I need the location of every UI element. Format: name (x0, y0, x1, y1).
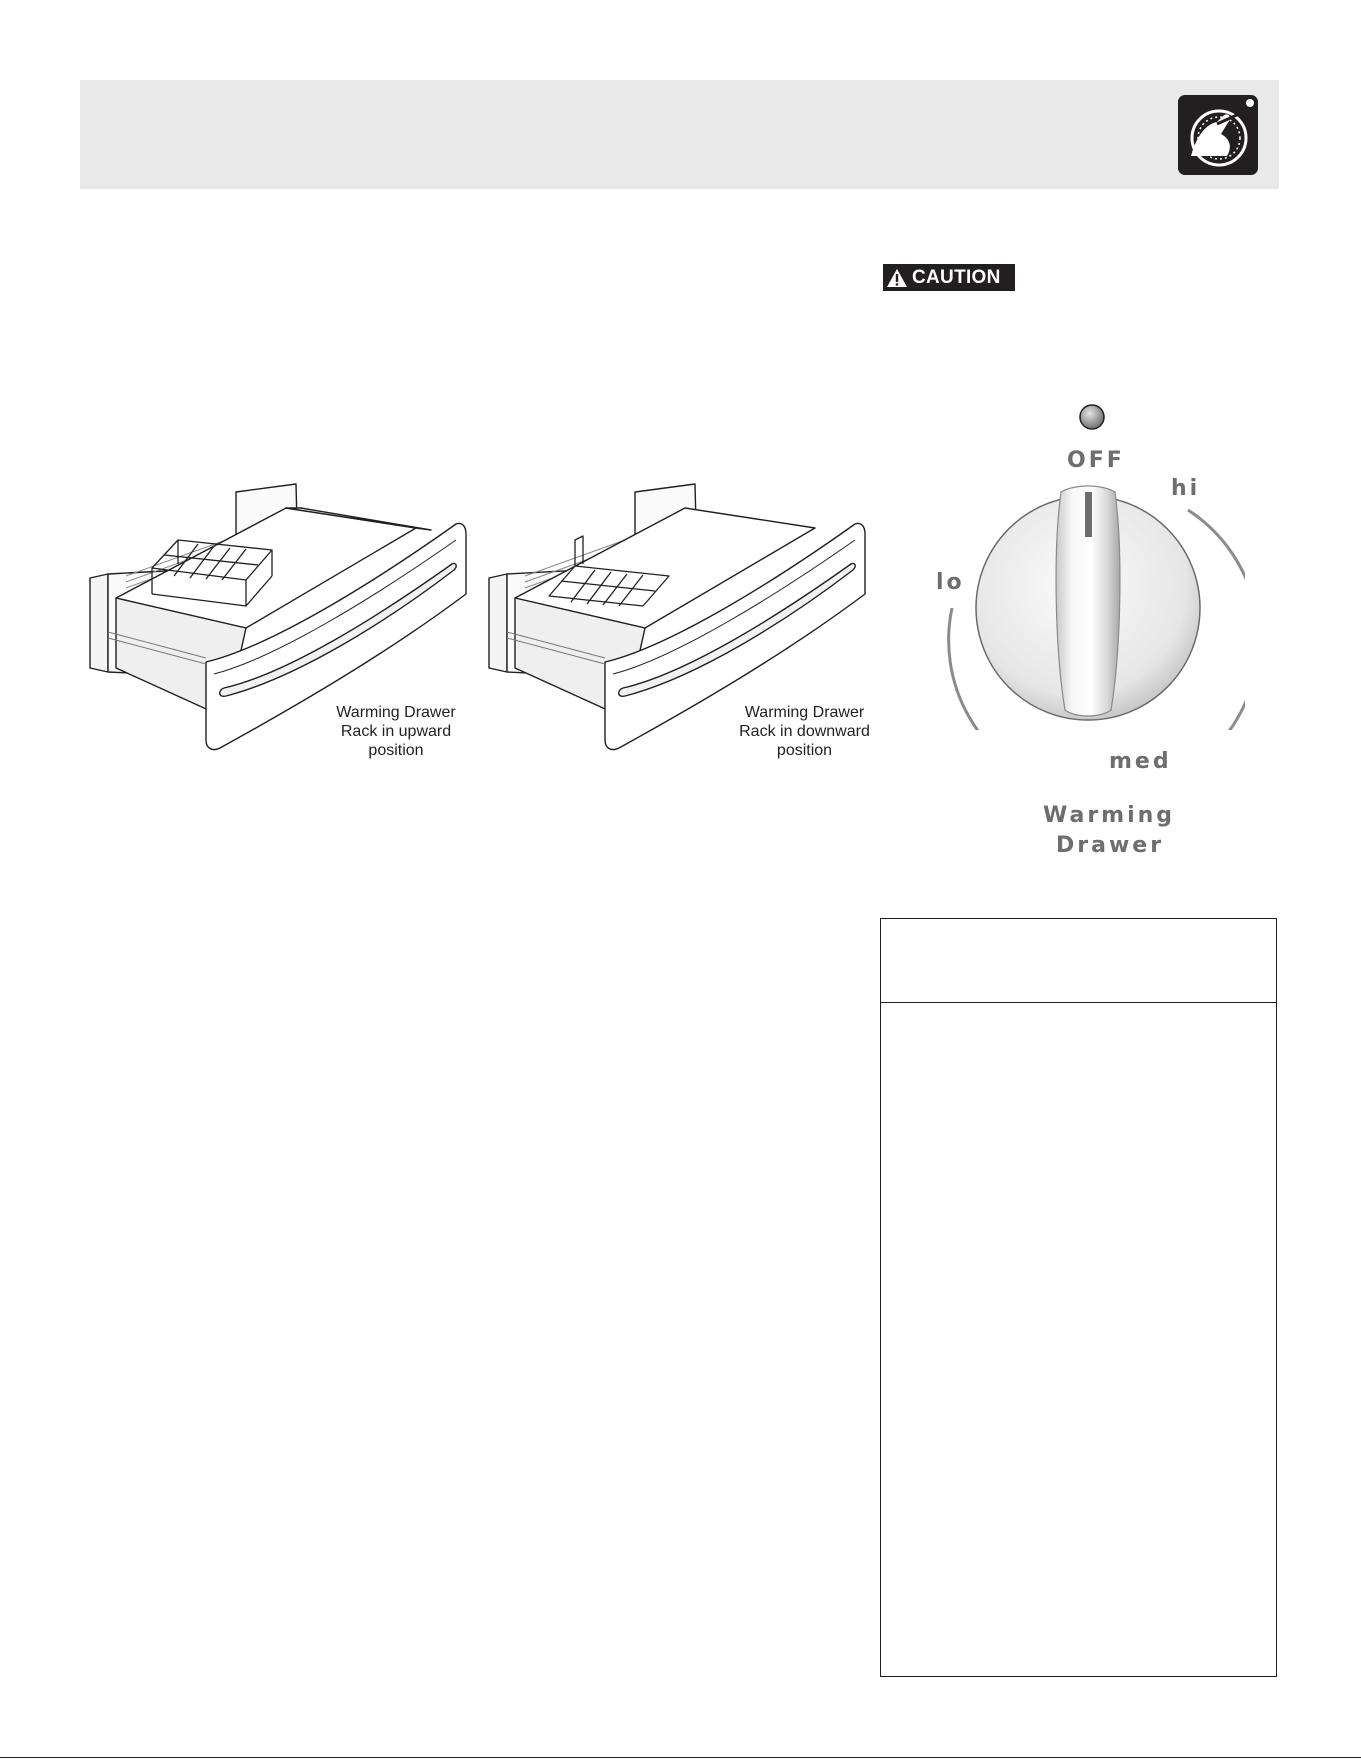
hand-turning-knob-icon (1177, 94, 1259, 176)
info-box (880, 918, 1277, 1677)
caption-line: position (776, 742, 833, 759)
knob-label-med: med (1109, 749, 1172, 774)
caption-line: Rack in downward (739, 723, 870, 740)
caption-rack-downward (717, 703, 892, 760)
knob-label-hi: hi (1171, 476, 1201, 501)
indicator-light (1080, 405, 1104, 429)
caption-line: position (368, 742, 424, 759)
knob-label-lo: lo (936, 570, 965, 595)
knob-pointer (1085, 492, 1092, 537)
caution-label: CAUTION (912, 266, 1001, 288)
info-box-divider (881, 1002, 1276, 1003)
footer-rule (0, 1757, 1361, 1758)
caution-badge (883, 264, 1015, 291)
knob-title-line2: Drawer (1056, 833, 1165, 858)
caption-line: Warming Drawer (336, 704, 456, 721)
knob-label-off: OFF (1067, 448, 1125, 473)
caption-line: Rack in upward (340, 723, 452, 740)
knob-title-line1: Warming (1043, 803, 1176, 828)
header-band (80, 80, 1279, 189)
caption-line: Warming Drawer (744, 704, 865, 721)
caption-rack-upward (316, 703, 476, 760)
warning-triangle-icon (883, 264, 911, 291)
